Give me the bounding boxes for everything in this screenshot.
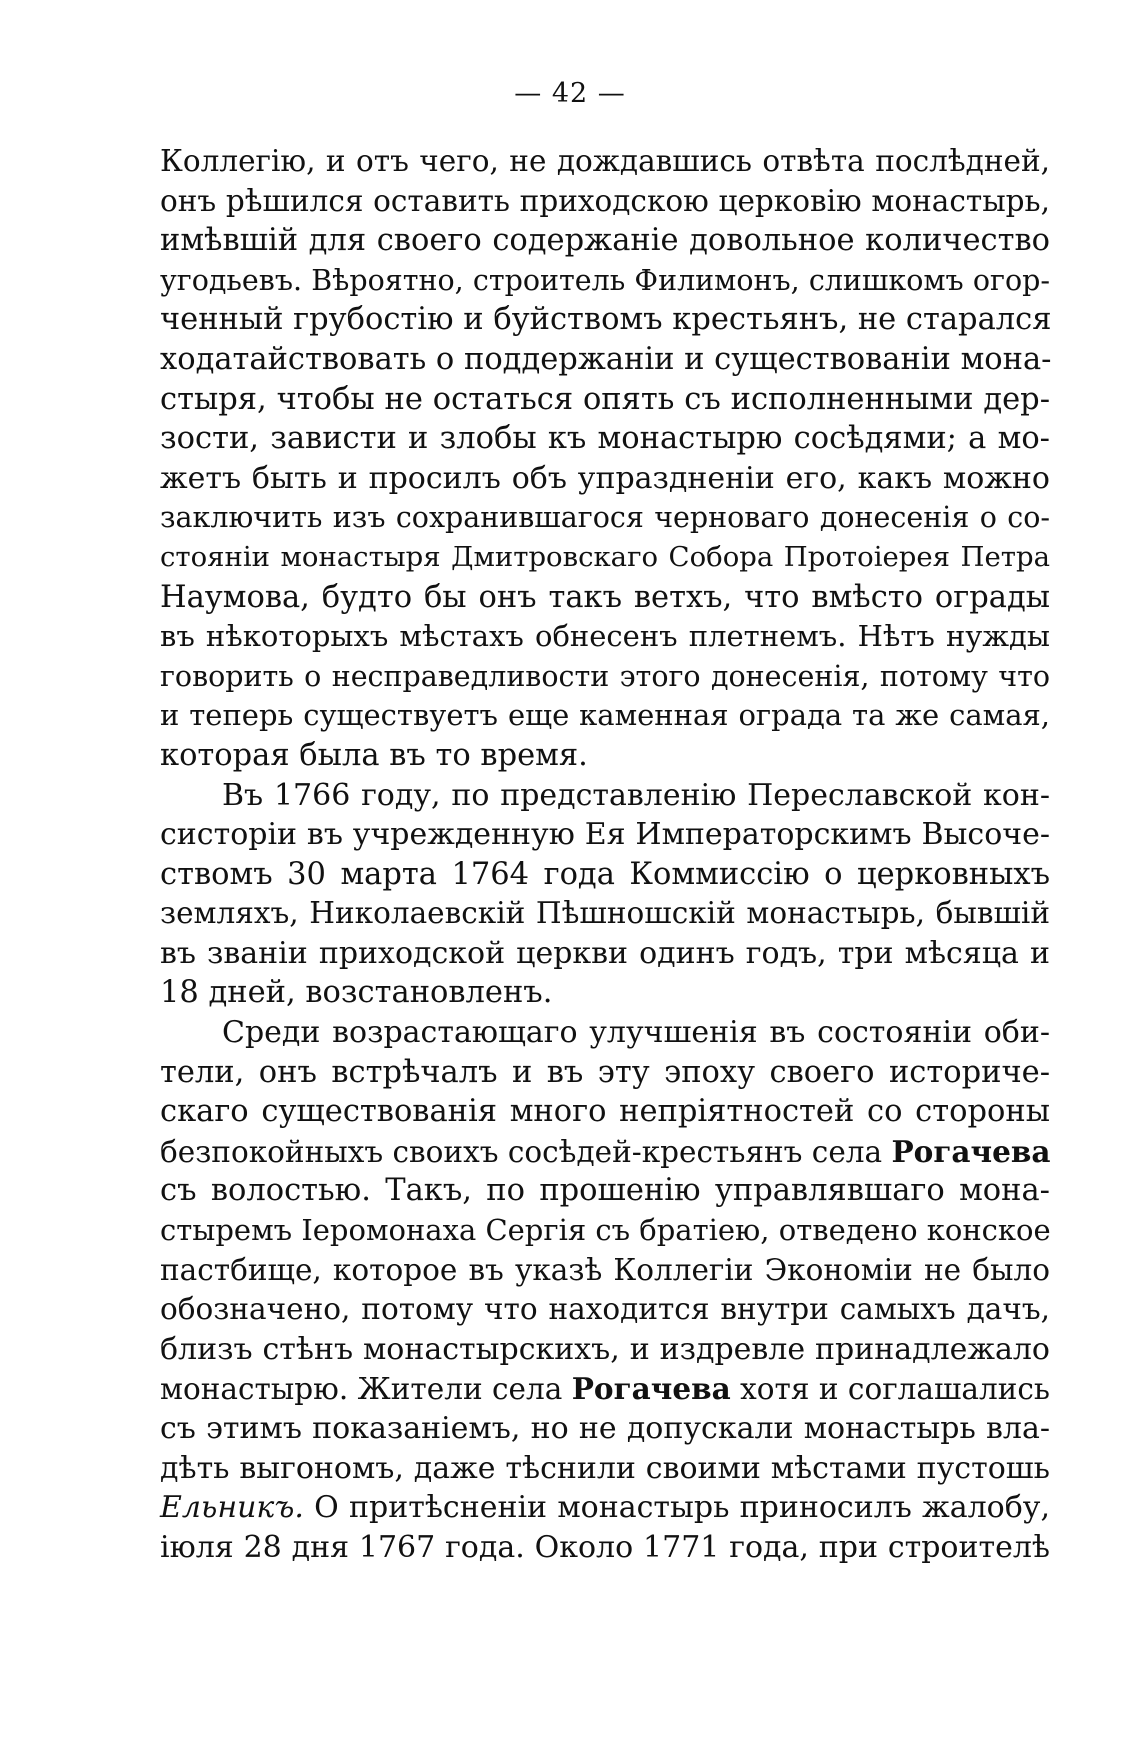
text-line [160,1369,1050,1409]
text-line: тели, онъ встрѣчалъ и въ эту эпоху своего историче- [160,1054,1050,1090]
paragraph-first-line: Въ 1766 году, по представленію Переславской кон- [222,777,1050,813]
line-text: безпокойныхъ своихъ сосѣдей-крестьянъ села [160,1134,883,1169]
text-line: жетъ быть и просилъ объ упраздненіи его, какъ можно [160,460,1050,496]
text-line: скаго существованія много непріятностей со стороны [160,1094,1050,1130]
text-line: іюля 28 дня 1767 года. Около 1771 года, при строителѣ [160,1529,1050,1565]
text-line [160,1488,1050,1528]
text-line: ченный грубостію и буйствомъ крестьянъ, не старался [160,302,1052,338]
text-line: пастбище, которое въ указѣ Коллегіи Экономіи не было [160,1252,1050,1287]
text-line: систоріи въ учрежденную Ея Императорскимъ Высоче- [160,817,1050,853]
text-line: стояніи монастыря Дмитровскаго Собора Протоіерея Петра [160,540,1050,573]
text-line: Наумова, будто бы онъ такъ ветхъ, что вмѣсто ограды [160,579,1050,615]
text-line: угодьевъ. Вѣроятно, строитель Филимонъ, слишкомъ огор- [160,263,1050,297]
text-line: обозначено, потому что находится внутри самыхъ дачъ, [160,1292,1050,1327]
text-line [160,1132,1050,1172]
line-text: О притѣсненіи монастырь приносилъ жалобу, [314,1490,1050,1526]
text-line: съ этимъ показаніемъ, но не допускали монастырь вла- [160,1411,1050,1446]
text-line: съ волостью. Такъ, по прошенію управлявшаго мона- [160,1173,1050,1209]
text-line: и теперь существуетъ еще каменная ограда та же самая, [160,698,1050,733]
line-text: хотя и соглашались [740,1372,1050,1407]
text-line: говорить о несправедливости этого донесенія, потому что [160,659,1050,693]
line-text: монастырю. Жители села [160,1372,563,1407]
text-line: имѣвшій для своего содержаніе довольное количество [160,223,1050,259]
text-line: ствомъ 30 марта 1764 года Коммиссію о церковныхъ [160,856,1050,892]
text-line: въ нѣкоторыхъ мѣстахъ обнесенъ плетнемъ. Нѣтъ нужды [160,619,1050,654]
place-name-bold: Рогачева [571,1371,731,1407]
text-line: въ званіи приходской церкви одинъ годъ, три мѣсяца и [160,935,1050,971]
text-line: ходатайствовать о поддержаніи и существованіи мона- [160,341,1052,377]
body-text [160,142,1050,1567]
place-name-italic: Ельникъ. [160,1490,304,1526]
text-line: близъ стѣнъ монастырскихъ, и издревле принадлежало [160,1331,1050,1367]
page-number: — 42 — [514,78,626,109]
text-line: зости, зависти и злобы къ монастырю сосѣдями; а мо- [160,421,1050,457]
paragraph-first-line: Среди возрастающаго улучшенія въ состояніи оби- [222,1015,1050,1051]
text-line: Коллегію, и отъ чего, не дождавшись отвѣта послѣдней, [160,144,1050,178]
text-line: дѣть выгономъ, даже тѣснили своими мѣстами пустошь [160,1450,1050,1486]
text-line: стыремъ Іеромонаха Сергія съ братіею, отведено конское [160,1213,1051,1248]
text-line: 18 дней, возстановленъ. [160,975,553,1011]
place-name-bold: Рогачева [891,1133,1051,1169]
text-line: земляхъ, Николаевскій Пѣшношскій монастырь, бывшій [160,896,1050,931]
text-line: стыря, чтобы не остаться опять съ исполненными дер- [160,381,1050,417]
text-line: онъ рѣшился оставить приходскою церковію монастырь, [160,183,1050,218]
text-line: которая была въ то время. [160,737,588,773]
text-line: заключить изъ сохранившагося черноваго донесенія о со- [160,501,1050,535]
